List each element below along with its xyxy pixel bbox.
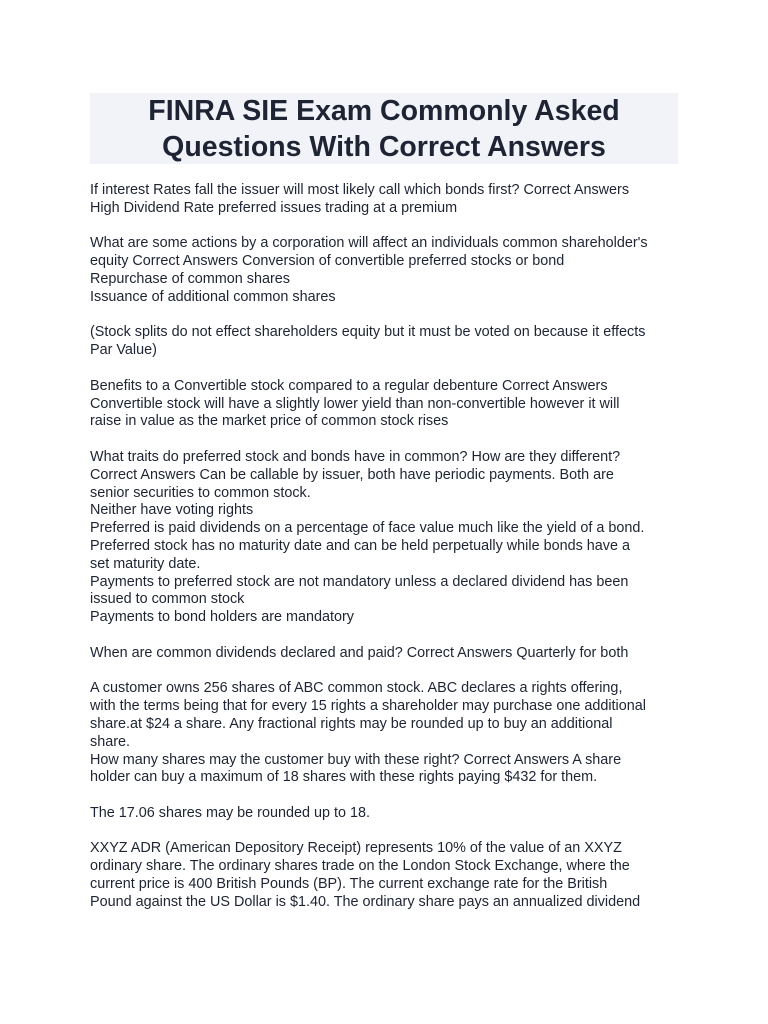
paragraph xyxy=(90,378,690,431)
paragraph-line: Repurchase of common shares xyxy=(90,270,290,287)
paragraph-line: ordinary share. The ordinary shares trade on the London Stock Exchange, where the xyxy=(90,858,630,875)
title-line-1: FINRA SIE Exam Commonly Asked xyxy=(148,95,620,127)
paragraph-line: XXYZ ADR (American Depository Receipt) represents 10% of the value of an XXYZ xyxy=(90,840,622,857)
paragraph xyxy=(90,449,690,627)
paragraph xyxy=(90,805,690,823)
paragraph xyxy=(90,840,690,911)
paragraph-line: share. xyxy=(90,733,130,750)
paragraph-line: raise in value as the market price of common stock rises xyxy=(90,413,449,430)
paragraph xyxy=(90,324,690,360)
paragraph-line: Par Value) xyxy=(90,342,157,359)
paragraph-line: Correct Answers Can be callable by issuer, both have periodic payments. Both are xyxy=(90,466,614,483)
paragraph-line: Neither have voting rights xyxy=(90,502,254,519)
paragraph-line: High Dividend Rate preferred issues trading at a premium xyxy=(90,199,458,216)
paragraph xyxy=(90,680,690,787)
paragraph-line: Convertible stock will have a slightly lower yield than non-convertible however it will xyxy=(90,395,620,412)
document-title xyxy=(90,93,678,164)
paragraph-line: set maturity date. xyxy=(90,555,201,572)
paragraph-line: When are common dividends declared and paid? Correct Answers Quarterly for both xyxy=(90,644,629,661)
paragraph-line: If interest Rates fall the issuer will most likely call which bonds first? Correct Answers xyxy=(90,182,630,198)
paragraph-line: The 17.06 shares may be rounded up to 18. xyxy=(90,804,371,821)
paragraph-line: Payments to bond holders are mandatory xyxy=(90,609,354,626)
paragraph-line: What traits do preferred stock and bonds have in common? How are they different? xyxy=(90,448,621,465)
paragraph xyxy=(90,182,690,218)
title-line-2: Questions With Correct Answers xyxy=(162,131,606,163)
paragraph-line: How many shares may the customer buy with these right? Correct Answers A share xyxy=(90,751,622,768)
paragraph xyxy=(90,235,690,306)
document-body xyxy=(90,182,690,929)
paragraph-line: Pound against the US Dollar is $1.40. The ordinary share pays an annualized dividend xyxy=(90,893,641,910)
paragraph-line: A customer owns 256 shares of ABC common stock. ABC declares a rights offering, xyxy=(90,680,623,697)
paragraph-line: equity Correct Answers Conversion of convertible preferred stocks or bond xyxy=(90,253,565,270)
paragraph-line: Payments to preferred stock are not mandatory unless a declared dividend has been xyxy=(90,573,629,590)
paragraph-line: senior securities to common stock. xyxy=(90,484,311,501)
paragraph xyxy=(90,645,690,663)
paragraph-line: Issuance of additional common shares xyxy=(90,288,336,305)
paragraph-line: issued to common stock xyxy=(90,591,245,608)
paragraph-line: share.at $24 a share. Any fractional rights may be rounded up to buy an additional xyxy=(90,715,613,732)
paragraph-line: with the terms being that for every 15 rights a shareholder may purchase one additional xyxy=(90,698,646,715)
paragraph-line: What are some actions by a corporation will affect an individuals common shareholder's xyxy=(90,235,648,252)
paragraph-line: Preferred stock has no maturity date and can be held perpetually while bonds have a xyxy=(90,537,630,554)
paragraph-line: Preferred is paid dividends on a percentage of face value much like the yield of a bond. xyxy=(90,520,645,537)
paragraph-line: (Stock splits do not effect shareholders equity but it must be voted on because it effects xyxy=(90,324,646,341)
paragraph-line: current price is 400 British Pounds (BP). The current exchange rate for the British xyxy=(90,876,608,893)
paragraph-line: holder can buy a maximum of 18 shares with these rights paying $432 for them. xyxy=(90,769,598,786)
paragraph-line: Benefits to a Convertible stock compared to a regular debenture Correct Answers xyxy=(90,377,608,394)
